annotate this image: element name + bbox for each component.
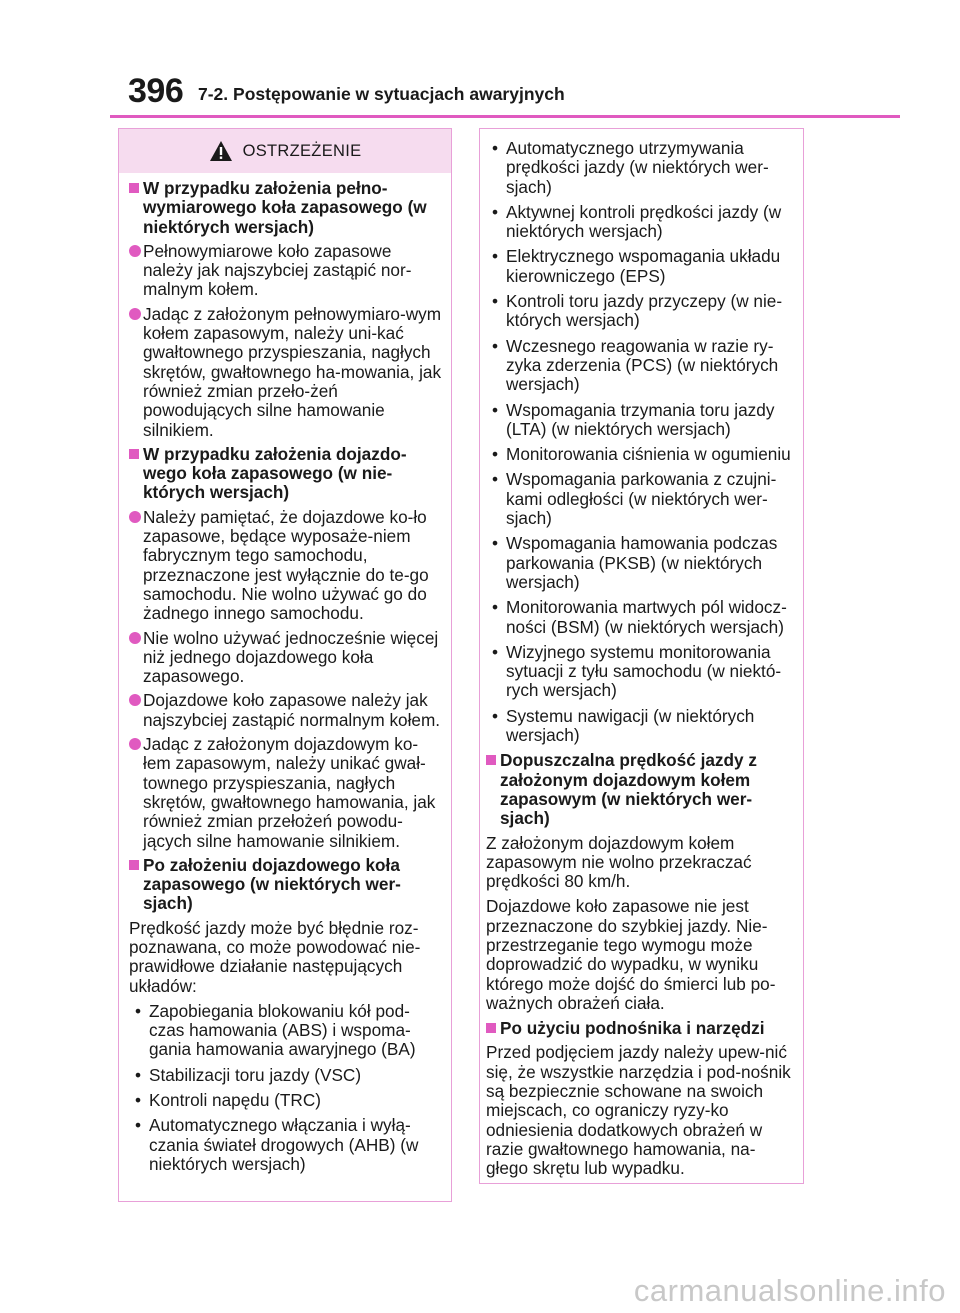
- warning-triangle-icon: [209, 140, 233, 162]
- warning-item: Dojazdowe koło zapasowe należy jak najszybciej zastąpić normalnym kołem.: [129, 691, 443, 730]
- bullet-item: • Stabilizacji toru jazdy (VSC): [129, 1066, 443, 1085]
- section-heading: Po założeniu dojazdowego koła zapasowego (w niektórych wer-sjach): [129, 856, 443, 914]
- bullet-item: • Zapobiegania blokowaniu kół pod-czas hamowania (ABS) i wspoma-gania hamowania awaryjnego (BA): [129, 1002, 443, 1060]
- bullet-item: • Wspomagania trzymania toru jazdy (LTA) (w niektórych wersjach): [486, 401, 795, 440]
- right-column-content: [480, 129, 803, 1193]
- bullet-item: • Aktywnej kontroli prędkości jazdy (w niektórych wersjach): [486, 203, 795, 242]
- section-heading: Dopuszczalna prędkość jazdy z założonym dojazdowym kołem zapasowym (w niektórych wer-sjach): [486, 751, 795, 828]
- warning-header: [119, 129, 451, 173]
- section-title: 7-2. Postępowanie w sytuacjach awaryjnych: [198, 84, 565, 104]
- bullet-item: • Wizyjnego systemu monitorowania sytuacji z tyłu samochodu (w niektó-rych wersjach): [486, 643, 795, 701]
- bullet-item: • Kontroli napędu (TRC): [129, 1091, 443, 1110]
- right-column-box: [479, 128, 804, 1184]
- left-column-content: [119, 173, 451, 1188]
- paragraph: Przed podjęciem jazdy należy upew-nić się, że wszystkie narzędzia i pod-nośnik są bezpiecznie schowane na swoich miejscach, co ograniczy ryzy-ko odniesienia dodatkowych obrażeń w razie gwałtownego hamowania, na-głego skrętu lub wypadku.: [486, 1042, 791, 1179]
- warning-item: Jadąc z założonym pełnowymiaro-wym kołem zapasowym, należy uni-kać gwałtownego przyspieszania, nagłych skrętów, gwałtownego ha-mowania, jak również zmian przeło-żeń powodujących silne hamowanie silnikiem.: [129, 305, 443, 440]
- bullet-item: • Automatycznego utrzymywania prędkości jazdy (w niektórych wer-sjach): [486, 139, 795, 197]
- warning-item: Jadąc z założonym dojazdowym ko-łem zapasowym, należy unikać gwał-townego przyspieszania, nagłych skrętów, gwałtownego hamowania, jak również zmian przełożeń powodu-jących silne hamowanie silnikiem.: [129, 735, 443, 851]
- page-number: 396: [128, 72, 184, 110]
- section-heading: Po użyciu podnośnika i narzędzi: [486, 1019, 795, 1038]
- bullet-item: • Wspomagania parkowania z czujni-kami odległości (w niektórych wer-sjach): [486, 470, 795, 528]
- bullet-item: • Elektrycznego wspomagania układu kierowniczego (EPS): [486, 247, 795, 286]
- bullet-item: • Monitorowania ciśnienia w ogumieniu: [486, 445, 795, 464]
- paragraph: Z założonym dojazdowym kołem zapasowym nie wolno przekraczać prędkości 80 km/h.: [486, 832, 752, 892]
- bullet-item: • Automatycznego włączania i wyłą-czania świateł drogowych (AHB) (w niektórych wersjach): [129, 1116, 443, 1174]
- paragraph: Dojazdowe koło zapasowe nie jest przeznaczone do szybkiej jazdy. Nie-przestrzeganie tego wymogu może doprowadzić do wypadku, w wyniku którego może dojść do śmierci lub po-ważnych obrażeń ciała.: [486, 896, 776, 1013]
- bullet-item: • Kontroli toru jazdy przyczepy (w nie-których wersjach): [486, 292, 795, 331]
- section-heading: W przypadku założenia pełno-wymiarowego koła zapasowego (w niektórych wersjach): [129, 179, 443, 237]
- header-divider: [110, 115, 900, 118]
- watermark: carmanualsonline.info: [633, 1273, 946, 1308]
- warning-item: Należy pamiętać, że dojazdowe ko-ło zapasowe, będące wyposaże-niem fabrycznym tego samochodu, przeznaczone jest wyłącznie do te-go samochodu. Nie wolno używać go do żadnego innego samochodu.: [129, 508, 443, 624]
- warning-item: Pełnowymiarowe koło zapasowe należy jak najszybciej zastąpić nor-malnym kołem.: [129, 242, 443, 300]
- bullet-item: • Monitorowania martwych pól widocz-ności (BSM) (w niektórych wersjach): [486, 598, 795, 637]
- warning-item: Nie wolno używać jednocześnie więcej niż jednego dojazdowego koła zapasowego.: [129, 629, 443, 687]
- bullet-item: • Systemu nawigacji (w niektórych wersjach): [486, 707, 795, 746]
- warning-box: [118, 128, 452, 1202]
- paragraph: Prędkość jazdy może być błędnie roz-poznawana, co może powodować nie-prawidłowe działanie następujących układów:: [129, 917, 421, 996]
- warning-title: OSTRZEŻENIE: [242, 141, 362, 160]
- bullet-item: • Wspomagania hamowania podczas parkowania (PKSB) (w niektórych wersjach): [486, 534, 795, 592]
- bullet-item: • Wczesnego reagowania w razie ry-zyka zderzenia (PCS) (w niektórych wersjach): [486, 337, 795, 395]
- section-heading: W przypadku założenia dojazdo-wego koła zapasowego (w nie-których wersjach): [129, 445, 443, 503]
